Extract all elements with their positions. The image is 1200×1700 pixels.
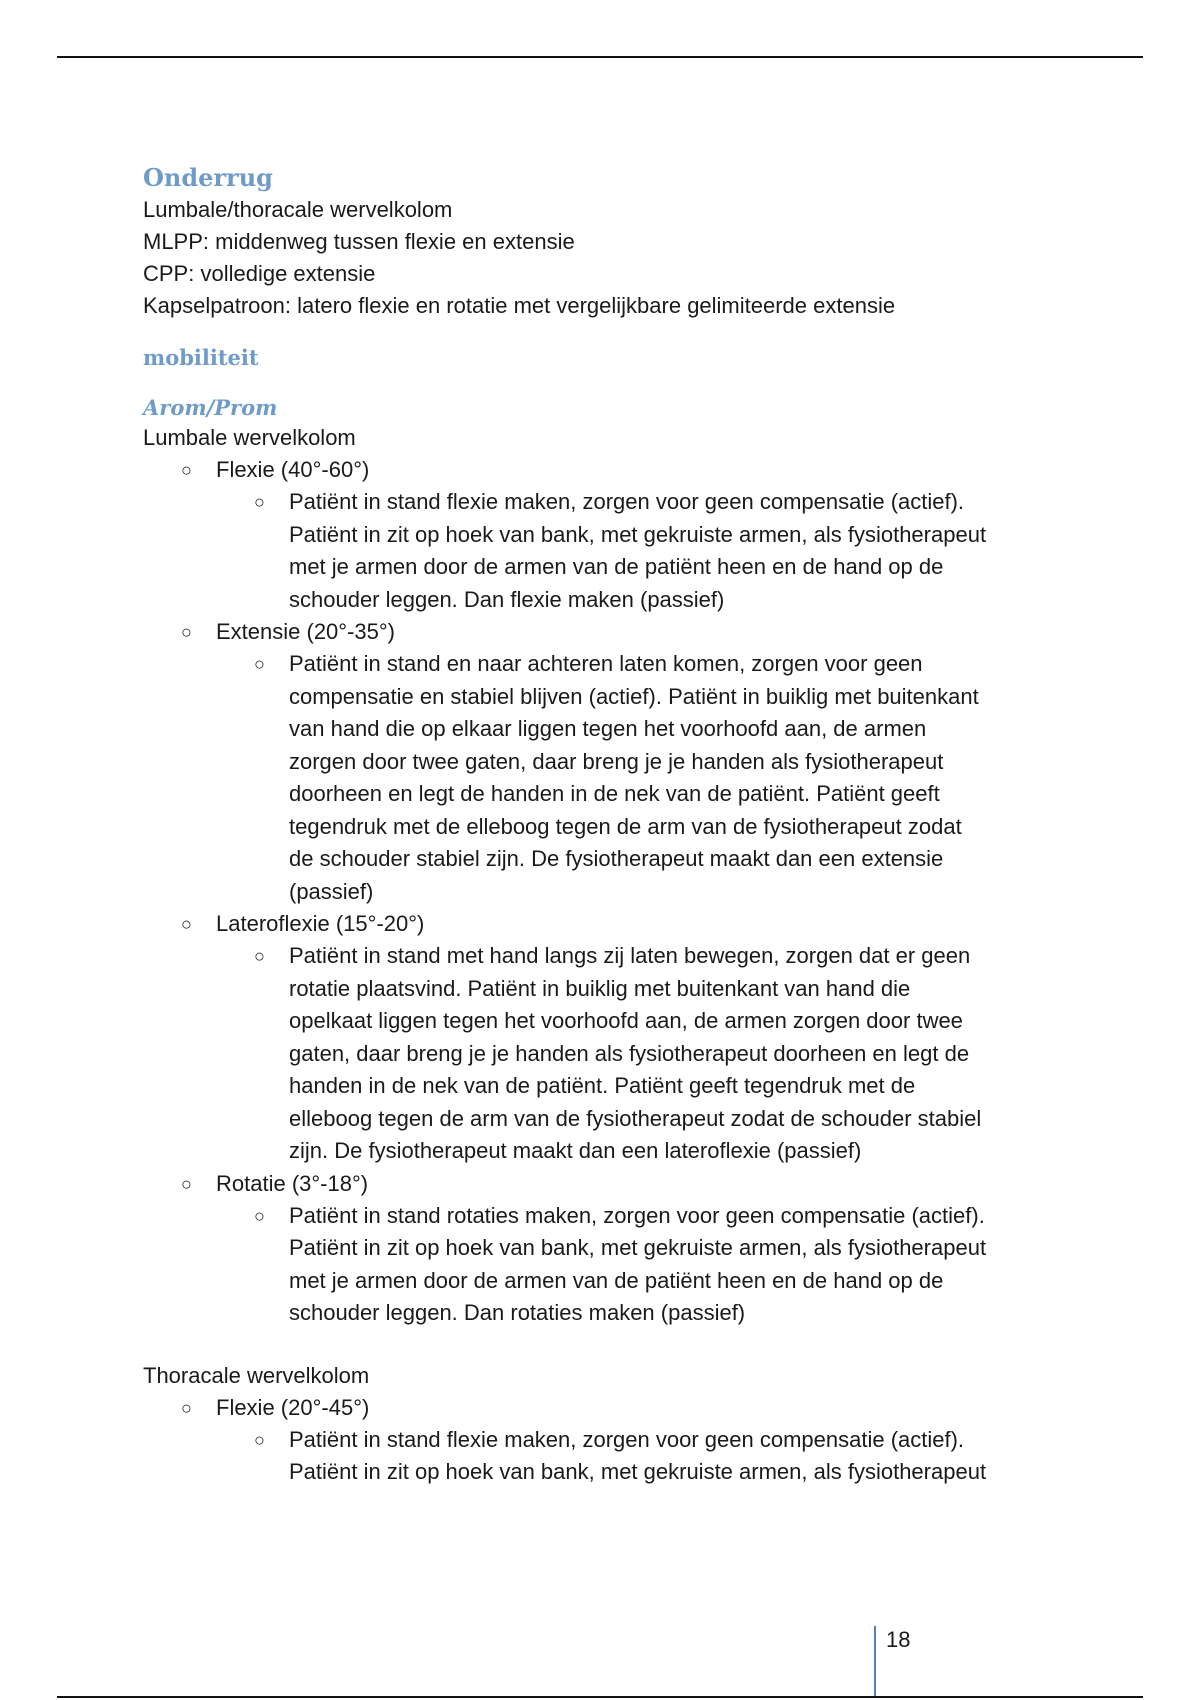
lumbale-title: Lumbale wervelkolom: [143, 425, 356, 450]
thoracale-title: Thoracale wervelkolom: [143, 1362, 370, 1388]
sub-list: [216, 1200, 1093, 1330]
page-heading: Onderrug: [143, 163, 273, 192]
hollow-bullet-icon: ○: [181, 460, 192, 480]
list-item: [216, 1424, 989, 1489]
sub-list: [216, 648, 1093, 908]
intro-line: Lumbale/thoracale wervelkolom: [143, 197, 453, 222]
hollow-bullet-icon: ○: [181, 914, 192, 934]
item-text: Patiënt in stand flexie maken, zorgen voor geen compensatie (actief). Patiënt in zit op hoek van bank, met gekruiste armen, als fysiotherapeut met je armen door de armen van de patiënt heen en de hand op de schouder leggen. Dan flexie maken (passief): [289, 489, 987, 612]
item-label: Lateroflexie (15°-20°): [216, 911, 425, 936]
intro-line: MLPP: middenweg tussen flexie en extensie: [143, 229, 575, 254]
list-item: [143, 908, 1093, 1168]
item-label: Rotatie (3°-18°): [216, 1170, 369, 1196]
hollow-bullet-icon: ○: [254, 946, 265, 966]
hollow-bullet-icon: ○: [254, 654, 265, 674]
item-text: Patiënt in stand flexie maken, zorgen voor geen compensatie (actief). Patiënt in zit op hoek van bank, met gekruiste armen, als fysiotherapeut: [289, 1426, 987, 1484]
list-item: [216, 940, 989, 1168]
list-item: [143, 1392, 1093, 1489]
sub-list: [216, 940, 1093, 1168]
list-item: [143, 454, 1093, 616]
sub-list: [216, 1424, 1093, 1489]
thoracale-list: [143, 1392, 1093, 1489]
list-item: [216, 486, 989, 616]
subsection-heading: Arom/Prom: [143, 395, 278, 420]
item-text: Patiënt in stand rotaties maken, zorgen voor geen compensatie (actief). Patiënt in zit op hoek van bank, met gekruiste armen, als fysiotherapeut met je armen door de armen van de patiënt heen en de hand op de schouder leggen. Dan rotaties maken (passief): [289, 1202, 987, 1325]
intro-line: CPP: volledige extensie: [143, 261, 376, 286]
item-label: Flexie (20°-45°): [216, 1394, 370, 1420]
list-item: [143, 616, 1093, 908]
item-text: Patiënt in stand en naar achteren laten komen, zorgen voor geen compensatie en stabiel blijven (actief). Patiënt in buiklig met buitenkant van hand die op elkaar liggen tegen het voorhoofd aan, de armen zorgen door twee gaten, daar breng je je handen als fysiotherapeut doorheen en legt de handen in de nek van de patiënt. Patiënt geeft tegendruk met de elleboog tegen de arm van de fysiotherapeut zodat de schouder stabiel zijn. De fysiotherapeut maakt dan een extensie (passief): [289, 651, 979, 904]
hollow-bullet-icon: ○: [254, 1429, 265, 1450]
lumbale-list: [143, 454, 1093, 1330]
hollow-bullet-icon: ○: [181, 1173, 192, 1194]
list-item: [216, 648, 989, 908]
section-heading: mobiliteit: [143, 345, 259, 370]
header-rule: [57, 56, 1143, 58]
list-item: [216, 1200, 989, 1330]
hollow-bullet-icon: ○: [181, 622, 192, 642]
intro-line: Kapselpatroon: latero flexie en rotatie met vergelijkbare gelimiteerde extensie: [143, 293, 896, 318]
page-number: 18: [886, 1627, 911, 1652]
hollow-bullet-icon: ○: [254, 1205, 265, 1226]
sub-list: [216, 486, 1093, 616]
hollow-bullet-icon: ○: [254, 492, 265, 512]
list-item: [143, 1168, 1093, 1330]
item-label: Extensie (20°-35°): [216, 619, 396, 644]
item-label: Flexie (40°-60°): [216, 457, 370, 482]
hollow-bullet-icon: ○: [181, 1397, 192, 1418]
item-text: Patiënt in stand met hand langs zij laten bewegen, zorgen dat er geen rotatie plaatsvind. Patiënt in buiklig met buitenkant van hand die opelkaat liggen tegen het voorhoofd aan, de armen zorgen door twee gaten, daar breng je je handen als fysiotherapeut doorheen en legt de handen in de nek van de patiënt. Patiënt geeft tegendruk met de elleboog tegen de arm van de fysiotherapeut zodat de schouder stabiel zijn. De fysiotherapeut maakt dan een lateroflexie (passief): [289, 943, 982, 1163]
footer-rule: [57, 1696, 1143, 1698]
page-number-bar: [874, 1626, 876, 1698]
page-content: [143, 162, 1093, 1489]
